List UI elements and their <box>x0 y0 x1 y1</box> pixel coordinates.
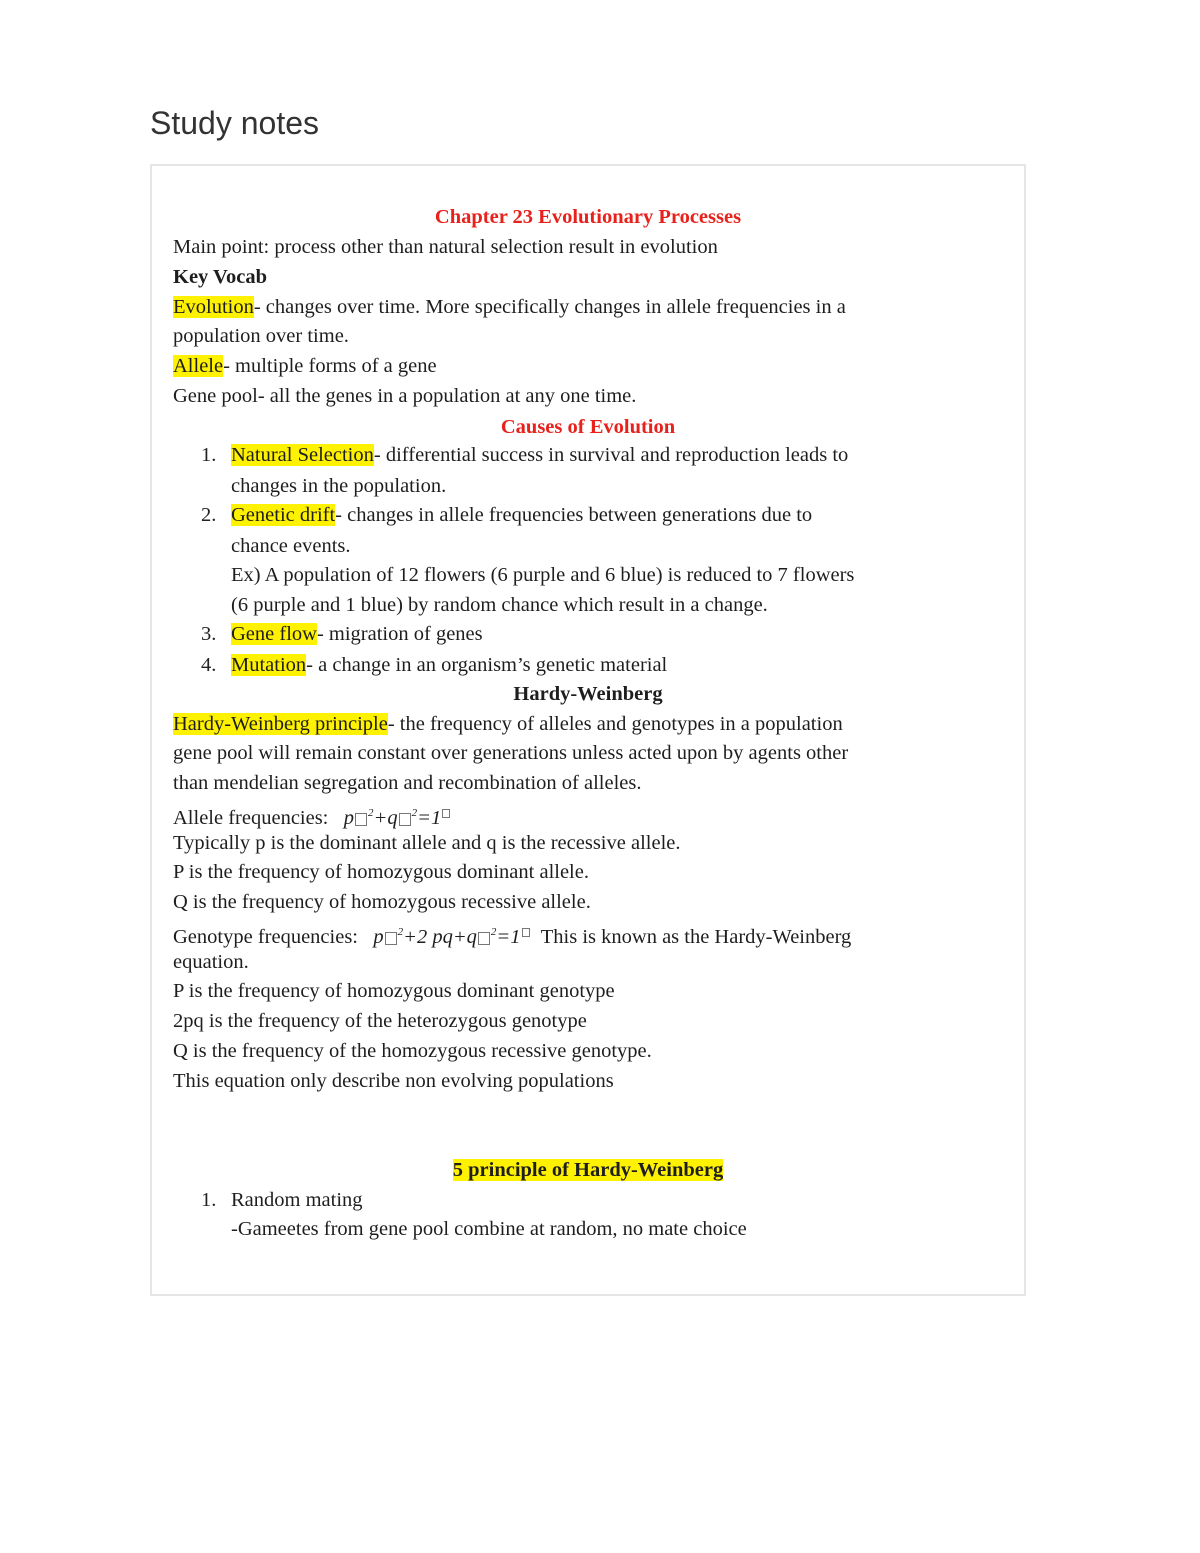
cause-text: - a change in an organism’s genetic material <box>306 654 668 676</box>
allele-freq-label: Allele frequencies: <box>173 806 329 829</box>
hw-def: - the frequency of alleles and genotypes in a population <box>387 713 843 735</box>
hardy-weinberg-heading: Hardy-Weinberg <box>513 683 663 705</box>
note-line: Typically p is the dominant allele and q is the recessive allele. <box>173 832 681 854</box>
note-line: Q is the frequency of homozygous recessive allele. <box>173 891 591 913</box>
note-line: This equation only describe non evolving populations <box>173 1070 614 1092</box>
note-line: 2pq is the frequency of the heterozygous genotype <box>173 1010 587 1032</box>
cause-gene-flow <box>231 621 483 647</box>
list-number: 1. <box>201 1189 217 1211</box>
cause-term: Genetic drift <box>231 504 336 526</box>
list-number: 4. <box>201 654 217 676</box>
example-line: (6 purple and 1 blue) by random chance which result in a change. <box>231 594 768 616</box>
allele-equation: p $^2$+q $^2$=1 <box>344 807 451 829</box>
vocab-term: Evolution <box>173 296 254 318</box>
example-line: Ex) A population of 12 flowers (6 purple and 6 blue) is reduced to 7 flowers <box>231 564 855 586</box>
principle-detail: -Gameetes from gene pool combine at random, no mate choice <box>231 1218 747 1240</box>
chapter-heading: Chapter 23 Evolutionary Processes <box>434 206 742 228</box>
notes-card <box>150 164 1026 1296</box>
allele-frequencies <box>173 800 451 831</box>
cause-genetic-drift <box>231 502 812 528</box>
hw-principle <box>173 711 843 737</box>
hw-def-line: than mendelian segregation and recombination of alleles. <box>173 772 642 794</box>
vocab-def: - changes over time. More specifically changes in allele frequencies in a <box>253 296 846 318</box>
genotype-label: Genotype frequencies: <box>173 925 358 948</box>
five-principles-heading <box>152 1157 1024 1183</box>
cause-term: Natural Selection <box>231 444 374 466</box>
vocab-term: Allele <box>173 355 224 377</box>
hw-term: Hardy-Weinberg principle <box>173 713 388 735</box>
cause-cont: changes in the population. <box>231 475 447 497</box>
list-number: 2. <box>201 504 217 526</box>
cause-cont: chance events. <box>231 535 351 557</box>
genotype-after: This is known as the Hardy-Weinberg <box>540 925 852 948</box>
page-title: Study notes <box>150 105 319 141</box>
cause-natural-selection <box>231 442 848 468</box>
vocab-def: - multiple forms of a gene <box>223 355 437 377</box>
genotype-frequencies <box>173 919 851 950</box>
vocab-gene-pool: Gene pool- all the genes in a population at any one time. <box>173 385 637 407</box>
list-number: 1. <box>201 444 217 466</box>
note-line: Q is the frequency of the homozygous recessive genotype. <box>173 1040 652 1062</box>
principle-title: Random mating <box>231 1189 363 1211</box>
main-point: Main point: process other than natural selection result in evolution <box>173 236 718 258</box>
cause-mutation <box>231 652 667 678</box>
cause-text: - migration of genes <box>316 623 483 645</box>
causes-heading: Causes of Evolution <box>500 416 676 438</box>
note-line: P is the frequency of homozygous dominant allele. <box>173 861 589 883</box>
vocab-evolution-cont: population over time. <box>173 325 349 347</box>
note-line: P is the frequency of homozygous dominant genotype <box>173 980 615 1002</box>
key-vocab-heading: Key Vocab <box>173 266 267 288</box>
hw-def-line: gene pool will remain constant over generations unless acted upon by agents other <box>173 742 849 764</box>
note-line: equation. <box>173 951 249 973</box>
vocab-evolution <box>173 294 846 320</box>
cause-term: Mutation <box>231 654 307 676</box>
cause-text: - differential success in survival and reproduction leads to <box>373 444 849 466</box>
genotype-equation: p $^2$+2 pq+q $^2$=1 <box>373 926 530 948</box>
cause-text: - changes in allele frequencies between generations due to <box>335 504 813 526</box>
vocab-allele <box>173 353 437 379</box>
list-number: 3. <box>201 623 217 645</box>
cause-term: Gene flow <box>231 623 317 645</box>
five-principles-text: 5 principle of Hardy-Weinberg <box>452 1159 724 1181</box>
